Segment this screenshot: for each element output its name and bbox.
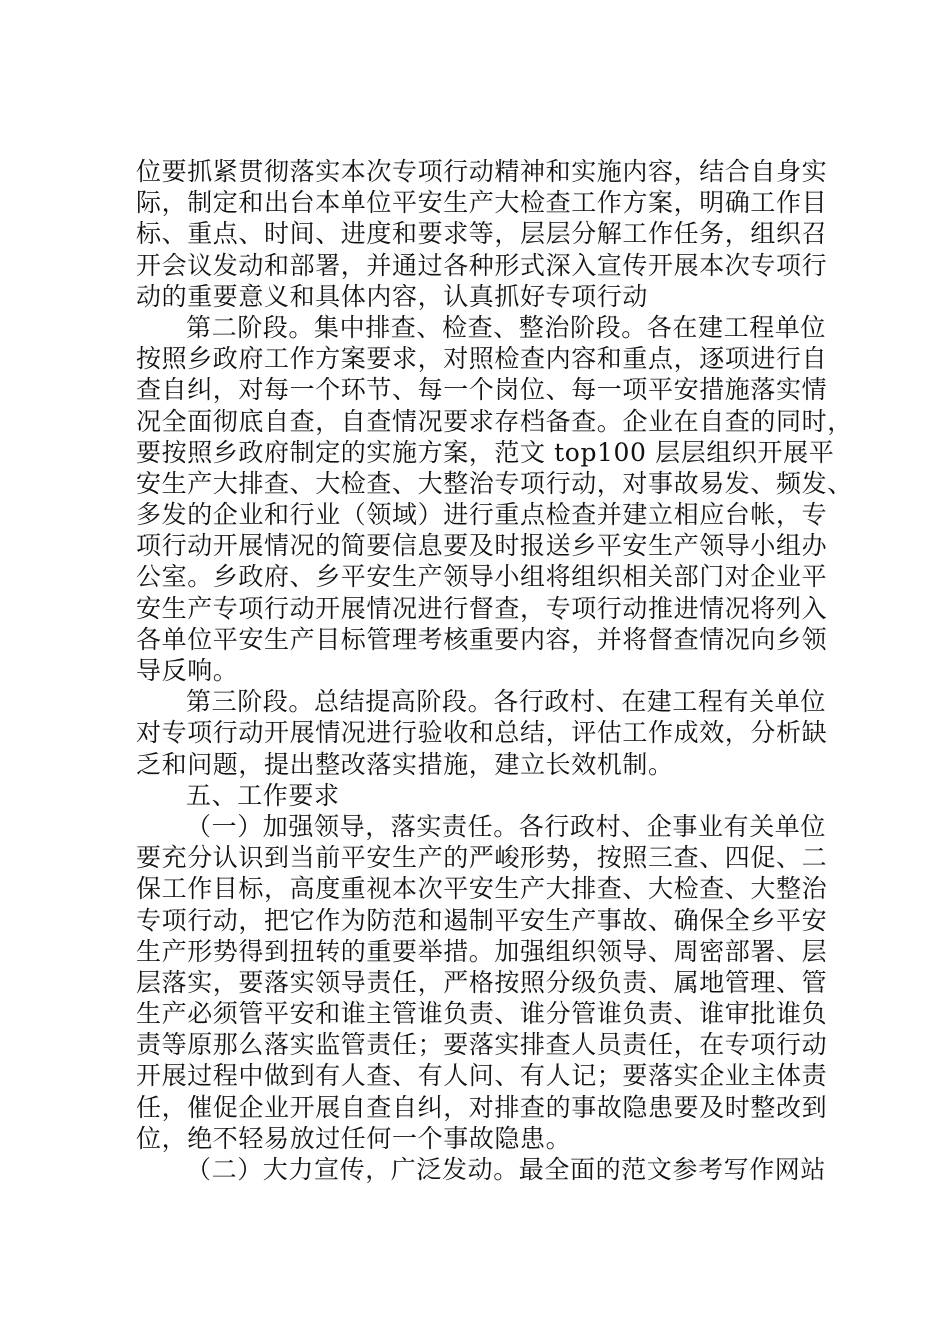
text-line: 位要抓紧贯彻落实本次专项行动精神和实施内容，结合自身实 xyxy=(136,157,828,186)
text-line: 开展过程中做到有人查、有人问、有人记；要落实企业主体责 xyxy=(136,1061,828,1091)
text-line: 保工作目标，高度重视本次平安生产大排查、大检查、大整治 xyxy=(136,874,828,904)
text-line: 位，绝不轻易放过任何一个事故隐患。 xyxy=(136,1123,572,1153)
text-line: 多发的企业和行业（领域）进行重点检查并建立相应台帐，专 xyxy=(136,500,828,530)
text-line: 层落实，要落实领导责任，严格按照分级负责、属地管理、管 xyxy=(136,967,828,997)
text-line: 第三阶段。总结提高阶段。各行政村、在建工程有关单位 xyxy=(186,687,827,717)
text-line: 开会议发动和部署，并通过各种形式深入宣传开展本次专项行 xyxy=(136,250,828,280)
text-line: 查自纠，对每一个环节、每一个岗位、每一项平安措施落实情 xyxy=(136,375,828,405)
text-line: 专项行动，把它作为防范和遏制平安生产事故、确保全乡平安 xyxy=(136,905,828,935)
text-line: 动的重要意义和具体内容，认真抓好专项行动 xyxy=(136,281,649,311)
text-line: 生产必须管平安和谁主管谁负责、谁分管谁负责、谁审批谁负 xyxy=(136,999,828,1029)
document-body xyxy=(136,156,853,1185)
text-line: 按照乡政府工作方案要求，对照检查内容和重点，逐项进行自 xyxy=(136,344,828,374)
text-line: 际，制定和出台本单位平安生产大检查工作方案，明确工作目 xyxy=(136,188,828,218)
text-line: （二）大力宣传，广泛发动。最全面的范文参考写作网站 xyxy=(186,1155,827,1184)
text-line: 导反响。 xyxy=(136,656,239,685)
text-line: 公室。乡政府、乡平安生产领导小组将组织相关部门对企业平 xyxy=(136,562,828,592)
text-line: 乏和问题，提出整改落实措施，建立长效机制。 xyxy=(136,749,674,779)
text-line: 标、重点、时间、进度和要求等，层层分解工作任务，组织召 xyxy=(136,219,828,249)
text-line: 安生产大排查、大检查、大整治专项行动，对事故易发、频发、 xyxy=(136,468,853,498)
text-line: 责等原那么落实监管责任；要落实排查人员责任，在专项行动 xyxy=(136,1030,828,1060)
text-line: 对专项行动开展情况进行验收和总结，评估工作成效，分析缺 xyxy=(136,718,828,748)
text-line: 要充分认识到当前平安生产的严峻形势，按照三查、四促、二 xyxy=(136,843,828,873)
text-line: 况全面彻底自查，自查情况要求存档备查。企业在自查的同时， xyxy=(136,406,853,436)
text-line: 生产形势得到扭转的重要举措。加强组织领导、周密部署、层 xyxy=(136,936,828,966)
text-line: 各单位平安生产目标管理考核重要内容，并将督查情况向乡领 xyxy=(136,624,828,654)
text-line: 项行动开展情况的简要信息要及时报送乡平安生产领导小组办 xyxy=(136,531,828,561)
text-line: 要按照乡政府制定的实施方案，范文 top100 层层组织开展平 xyxy=(136,437,835,467)
text-line: 任，催促企业开展自查自纠，对排查的事故隐患要及时整改到 xyxy=(136,1092,828,1122)
text-line: 第二阶段。集中排查、检查、整治阶段。各在建工程单位 xyxy=(186,312,827,342)
text-line: 安生产专项行动开展情况进行督查，专项行动推进情况将列入 xyxy=(136,593,828,623)
text-line: 五、工作要求 xyxy=(186,780,340,810)
text-line: （一）加强领导，落实责任。各行政村、企事业有关单位 xyxy=(186,811,827,841)
